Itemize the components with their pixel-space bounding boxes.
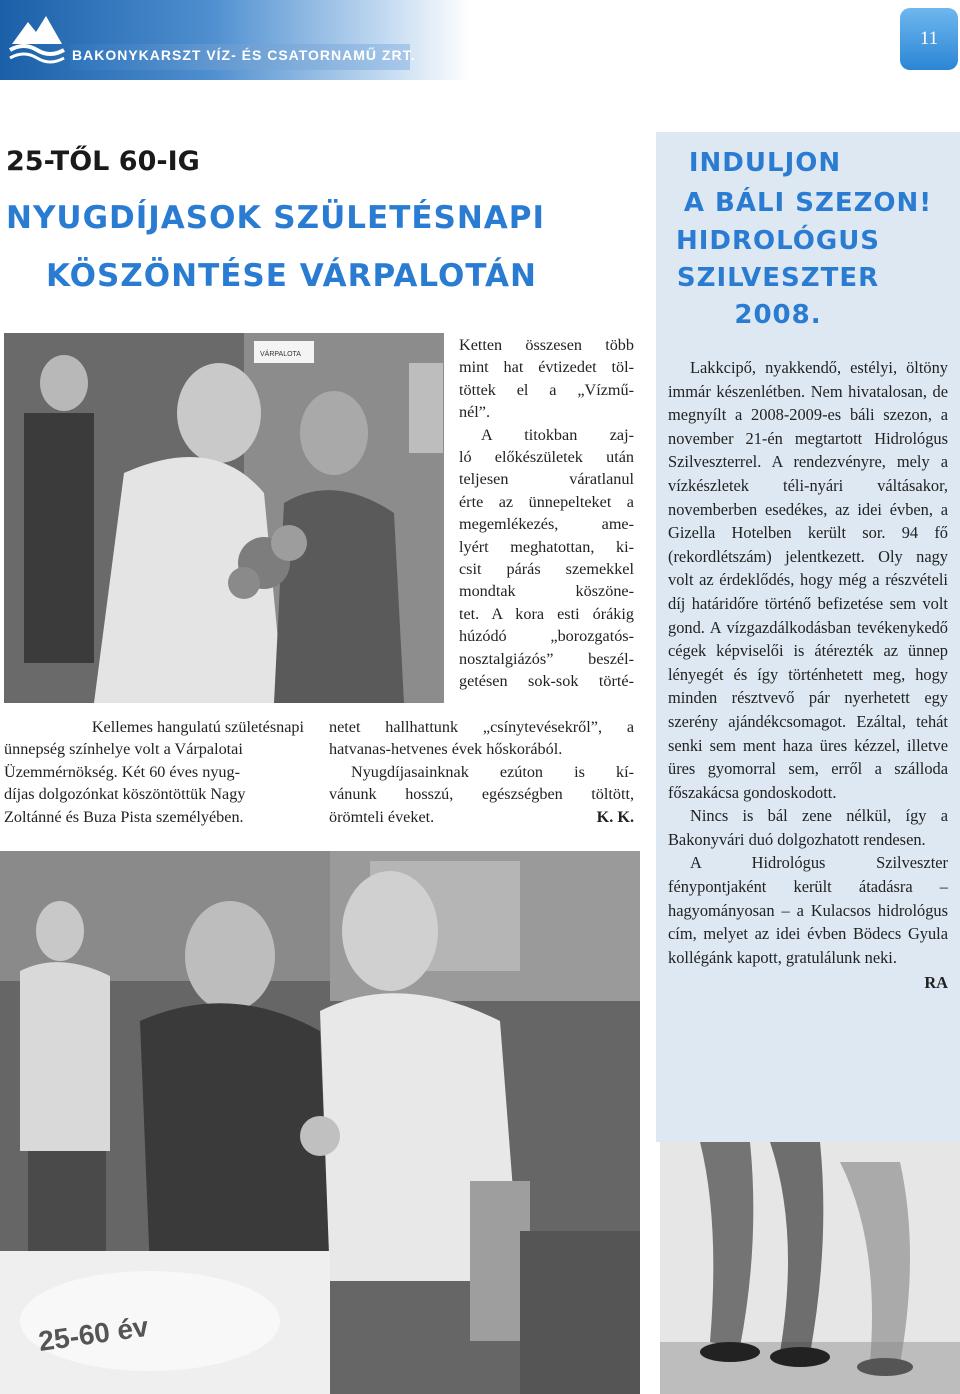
body-line: mint hat évtizedet töl- <box>459 358 634 377</box>
body-line: vánunk hosszú, egészségben töltött, <box>329 785 634 804</box>
sidebar-paragraph-3: A Hidrológus Szilveszter fénypontjaként került átadásra – hagyományosan – a Kulacsos hidrológus cím, melyet az idei évben Bödecs Gyula kollégánk kapott, gratulálunk neki. <box>668 853 948 967</box>
birthday-greeting-photo <box>4 333 444 703</box>
company-logo <box>6 4 68 66</box>
door-sign: VÁRPALOTA <box>260 351 301 358</box>
sidebar-paragraph-2: Nincs is bál zene nélkül, így a Bakonyvári duó dolgozhatott rendesen. <box>668 806 948 849</box>
header-band <box>0 0 470 80</box>
body-line: ló előkészületek után <box>459 448 634 467</box>
sidebar-signature: RA <box>924 973 948 993</box>
body-line: érte az ünnepelteket a <box>459 492 634 511</box>
body-line: netet hallhattunk „csínytevésekről”, a <box>329 718 634 736</box>
body-line: töttek el a „Vízmű- <box>459 380 634 399</box>
body-line: húzódó „borozgatós- <box>459 627 634 646</box>
sidebar-title-line2: A BÁLI SZEZON! <box>683 188 933 218</box>
body-line: getésen sok-sok törté- <box>459 672 634 691</box>
sidebar-title-line5: 2008. <box>734 300 822 330</box>
body-line: lyért meghatottan, ki- <box>459 537 634 556</box>
article-body-narrow <box>459 334 634 693</box>
company-name: BAKONYKARSZT VÍZ- ÉS CSATORNAMŰ ZRT. <box>72 47 416 63</box>
page-number: 11 <box>900 8 958 70</box>
body-line: Ketten összesen több <box>459 336 634 354</box>
body-line: A titokban zaj- <box>481 425 634 444</box>
body-line: mondtak köszöne- <box>459 582 634 601</box>
sidebar-body <box>668 356 948 995</box>
sidebar-title-line1: INDULJON <box>688 148 842 178</box>
article-kicker: 25-TŐL 60-IG <box>6 146 200 177</box>
body-line: teljesen váratlanul <box>459 470 634 489</box>
body-line: nosztalgiázós” beszél- <box>459 649 634 668</box>
sidebar-paragraph-1: Lakkcipő, nyakkendő, estélyi, öltöny immár készenlétben. Nem hivatalosan, de megnyílt a 2008-2009-es báli szezon, a november 21-én megtartott Hidrológus Szilveszterrel. A rendezvényre, mely a vízkészletek téli-nyári váltásakor, novemberben esedékes, az idei évben, a Gizella Hotelben került sor. 94 fő (rekordlétszám) jelentkezett. Oly nagy volt az érdeklődés, hogy még a részvételi díj határidőre történő befizetése sem volt gond. A vízgazdálkodásban tevékenykedő cégek képviselői is átérezték az ünnep lényegét és így történhetett meg, hogy minden résztvevő pár nyerhetett egy szerény ajándékcsomagot. Ezáltal, tehát senki sem ment haza üres kézzel, illetve üres gyomorral sem, erről a szálloda főszakácsa gondoskodott. <box>668 358 948 802</box>
article-body-wide <box>329 716 634 828</box>
body-line: nél”. <box>459 403 491 422</box>
sidebar-title-line3: HIDROLÓGUS <box>675 226 881 256</box>
body-line: tet. A kora esti órákig <box>459 604 634 623</box>
closing-text: örömteli éveket. <box>329 807 435 826</box>
sidebar-title-line4: SZILVESZTER <box>676 263 880 293</box>
body-last-line <box>329 806 634 828</box>
caption-line: díjas dolgozónkat köszöntöttük Nagy <box>4 785 246 804</box>
photo-caption <box>4 716 304 828</box>
body-line: csit párás szemekkel <box>459 560 634 579</box>
author-signature: K. K. <box>596 807 634 826</box>
caption-line: Üzemmérnökség. Két 60 éves nyug- <box>4 762 240 781</box>
caption-line: Zoltánné és Buza Pista személyében. <box>4 807 244 826</box>
cake-inscription: 25-60 év <box>36 1310 151 1357</box>
caption-line: ünnepség színhelye volt a Várpalotai <box>4 740 243 759</box>
body-line: megemlékezés, ame- <box>459 515 634 534</box>
caption-line: Kellemes hangulatú születésnapi <box>91 718 304 736</box>
article-title-line2: KÖSZÖNTÉSE VÁRPALOTÁN <box>46 258 537 294</box>
body-line: hatvanas-hetvenes évek hőskorából. <box>329 740 563 759</box>
handshake-photo <box>0 851 640 1394</box>
dancing-feet-photo <box>660 1142 960 1394</box>
article-title-line1: NYUGDÍJASOK SZÜLETÉSNAPI <box>6 200 546 236</box>
body-line: Nyugdíjasainknak ezúton is kí- <box>351 762 634 781</box>
